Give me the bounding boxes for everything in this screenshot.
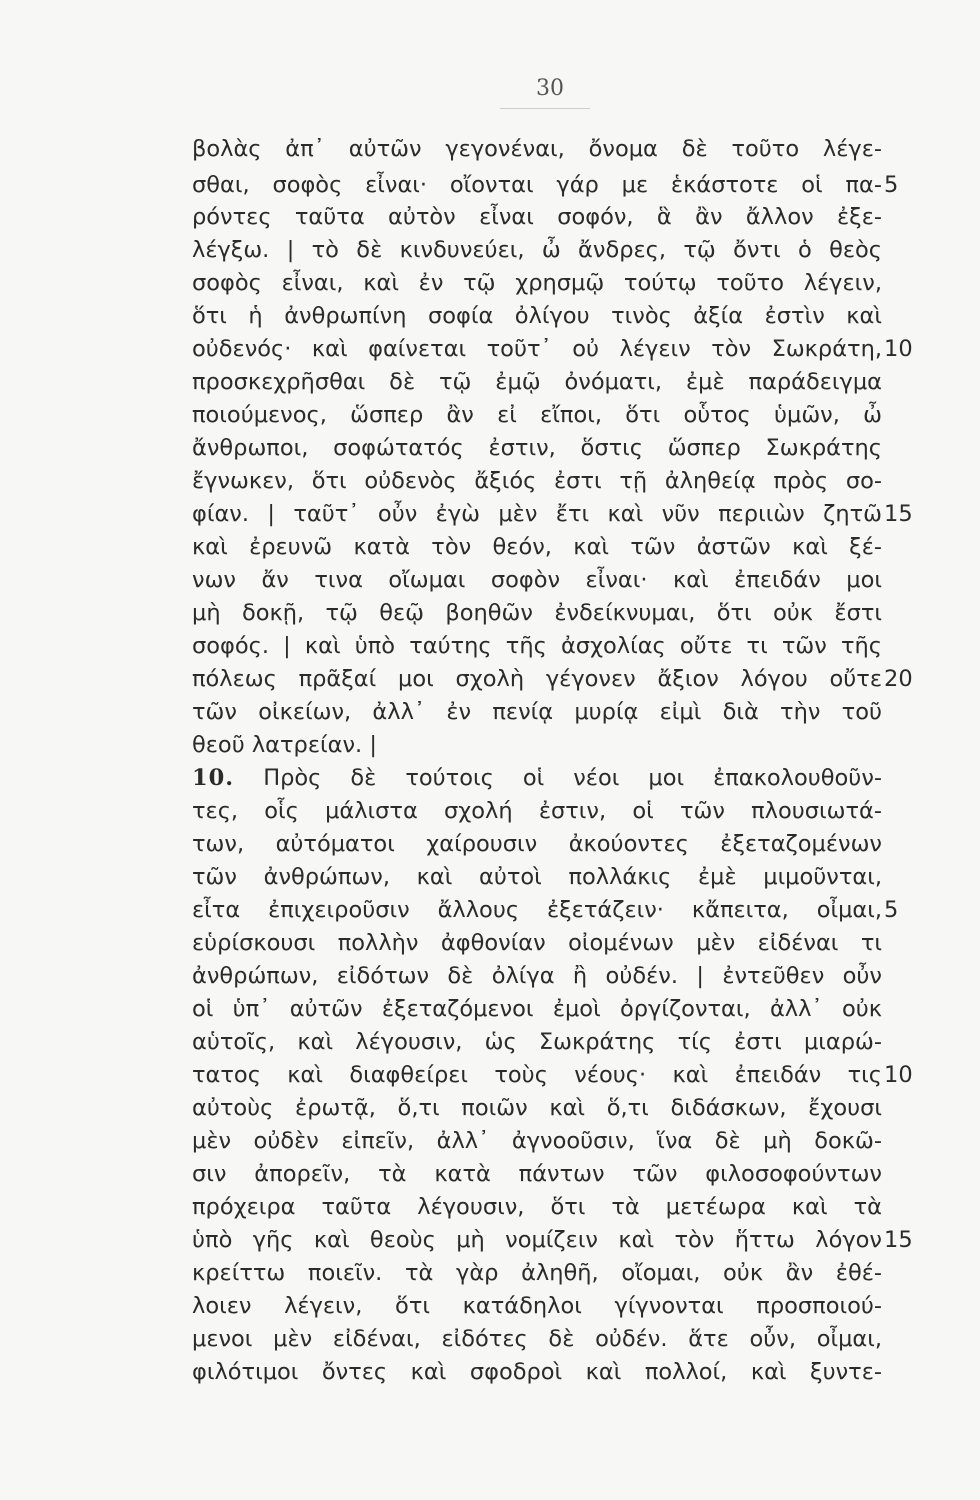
text-line: αὐτοὺς ἐρωτᾷ, ὅ,τι ποιῶν καὶ ὅ,τι διδάσκων, ἔχουσι (192, 1095, 882, 1121)
text-line: τῶν ἀνθρώπων, καὶ αὐτοὶ πολλάκις ἐμὲ μιμοῦνται, (192, 864, 882, 890)
text-line: σιν ἀπορεῖν, τὰ κατὰ πάντων τῶν φιλοσοφούντων (192, 1161, 882, 1187)
text-line: τατος καὶ διαφθείρει τοὺς νέους· καὶ ἐπειδάν τις (192, 1062, 882, 1088)
section-first-text: Πρὸς δὲ τούτοις οἱ νέοι μοι ἐπακολουθοῦν- (263, 765, 882, 791)
text-line: καὶ ἐρευνῶ κατὰ τὸν θεόν, καὶ τῶν ἀστῶν καὶ ξέ- (192, 534, 882, 560)
text-line: σθαι, σοφὸς εἶναι· οἴονται γάρ με ἑκάστοτε οἱ πα- (192, 172, 882, 198)
text-line: θεοῦ λατρείαν. | (192, 732, 377, 758)
text-line: ὑπὸ γῆς καὶ θεοὺς μὴ νομίζειν καὶ τὸν ἥττω λόγον (192, 1227, 882, 1253)
section-start-line (192, 764, 882, 793)
text-line: οὐδενός· καὶ φαίνεται τοῦτ᾽ οὐ λέγειν τὸν Σωκράτη, (192, 336, 882, 362)
text-line: ἔγνωκεν, ὅτι οὐδενὸς ἄξιός ἐστι τῇ ἀληθείᾳ πρὸς σο- (192, 468, 882, 494)
line-number: 15 (884, 1227, 913, 1253)
text-line: εἶτα ἐπιχειροῦσιν ἄλλους ἐξετάζειν· κἄπειτα, οἶμαι, (192, 897, 882, 923)
text-line: πόλεως πρᾶξαί μοι σχολὴ γέγονεν ἄξιον λόγου οὔτε (192, 666, 882, 692)
text-line: σοφός. | καὶ ὑπὸ ταύτης τῆς ἀσχολίας οὔτε τι τῶν τῆς (192, 633, 882, 659)
text-line: κρείττω ποιεῖν. τὰ γὰρ ἀληθῆ, οἴομαι, οὐκ ἂν ἐθέ- (192, 1260, 882, 1286)
text-line: σοφὸς εἶναι, καὶ ἐν τῷ χρησμῷ τούτῳ τοῦτο λέγειν, (192, 270, 882, 296)
line-number: 10 (884, 336, 913, 362)
line-number: 20 (884, 666, 913, 692)
text-line: τῶν οἰκείων, ἀλλ᾽ ἐν πενίᾳ μυρίᾳ εἰμὶ διὰ τὴν τοῦ (192, 699, 882, 725)
text-line: ποιούμενος, ὥσπερ ἂν εἰ εἴποι, ὅτι οὗτος ὑμῶν, ὦ (192, 402, 882, 428)
text-line: πρόχειρα ταῦτα λέγουσιν, ὅτι τὰ μετέωρα καὶ τὰ (192, 1194, 882, 1220)
page-number: 30 (536, 76, 564, 101)
section-number: 10. (192, 765, 235, 791)
text-line: οἱ ὑπ᾽ αὐτῶν ἐξεταζόμενοι ἐμοὶ ὀργίζονται, ἀλλ᾽ οὐκ (192, 996, 882, 1022)
text-line: ἄνθρωποι, σοφώτατός ἐστιν, ὅστις ὥσπερ Σωκράτης (192, 435, 882, 461)
text-line: ἀνθρώπων, εἰδότων δὲ ὀλίγα ἢ οὐδέν. | ἐντεῦθεν οὖν (192, 963, 882, 989)
text-line: μενοι μὲν εἰδέναι, εἰδότες δὲ οὐδέν. ἅτε οὖν, οἶμαι, (192, 1326, 882, 1352)
line-number: 5 (884, 172, 899, 198)
text-line: αὑτοῖς, καὶ λέγουσιν, ὡς Σωκράτης τίς ἐστι μιαρώ- (192, 1029, 882, 1055)
line-number: 10 (884, 1062, 913, 1088)
line-number: 5 (884, 897, 899, 923)
text-line: βολὰς ἀπ᾽ αὐτῶν γεγονέναι, ὄνομα δὲ τοῦτο λέγε- (192, 136, 882, 162)
text-line: μὴ δοκῇ, τῷ θεῷ βοηθῶν ἐνδείκνυμαι, ὅτι οὐκ ἔστι (192, 600, 882, 626)
text-line: ὅτι ἡ ἀνθρωπίνη σοφία ὀλίγου τινὸς ἀξία ἐστὶν καὶ (192, 303, 882, 329)
page-number-rule (500, 108, 590, 109)
text-line: προσκεχρῆσθαι δὲ τῷ ἐμῷ ὀνόματι, ἐμὲ παράδειγμα (192, 369, 882, 395)
text-line: νων ἄν τινα οἴωμαι σοφὸν εἶναι· καὶ ἐπειδάν μοι (192, 567, 882, 593)
text-line: φίαν. | ταῦτ᾽ οὖν ἐγὼ μὲν ἔτι καὶ νῦν περιιὼν ζητῶ (192, 501, 882, 527)
text-line: λέγξω. | τὸ δὲ κινδυνεύει, ὦ ἄνδρες, τῷ ὄντι ὁ θεὸς (192, 237, 882, 263)
text-line: εὑρίσκουσι πολλὴν ἀφθονίαν οἰομένων μὲν εἰδέναι τι (192, 930, 882, 956)
line-number: 15 (884, 501, 913, 527)
text-line: μὲν οὐδὲν εἰπεῖν, ἀλλ᾽ ἀγνοοῦσιν, ἵνα δὲ μὴ δοκῶ- (192, 1128, 882, 1154)
text-line: ρόντες ταῦτα αὐτὸν εἶναι σοφόν, ἃ ἂν ἄλλον ἐξε- (192, 204, 882, 230)
text-line: τες, οἷς μάλιστα σχολή ἐστιν, οἱ τῶν πλουσιωτά- (192, 798, 882, 824)
text-line: λοιεν λέγειν, ὅτι κατάδηλοι γίγνονται προσποιού- (192, 1293, 882, 1319)
text-line: φιλότιμοι ὄντες καὶ σφοδροὶ καὶ πολλοί, καὶ ξυντε- (192, 1359, 882, 1385)
text-line: των, αὐτόματοι χαίρουσιν ἀκούοντες ἐξεταζομένων (192, 831, 882, 857)
